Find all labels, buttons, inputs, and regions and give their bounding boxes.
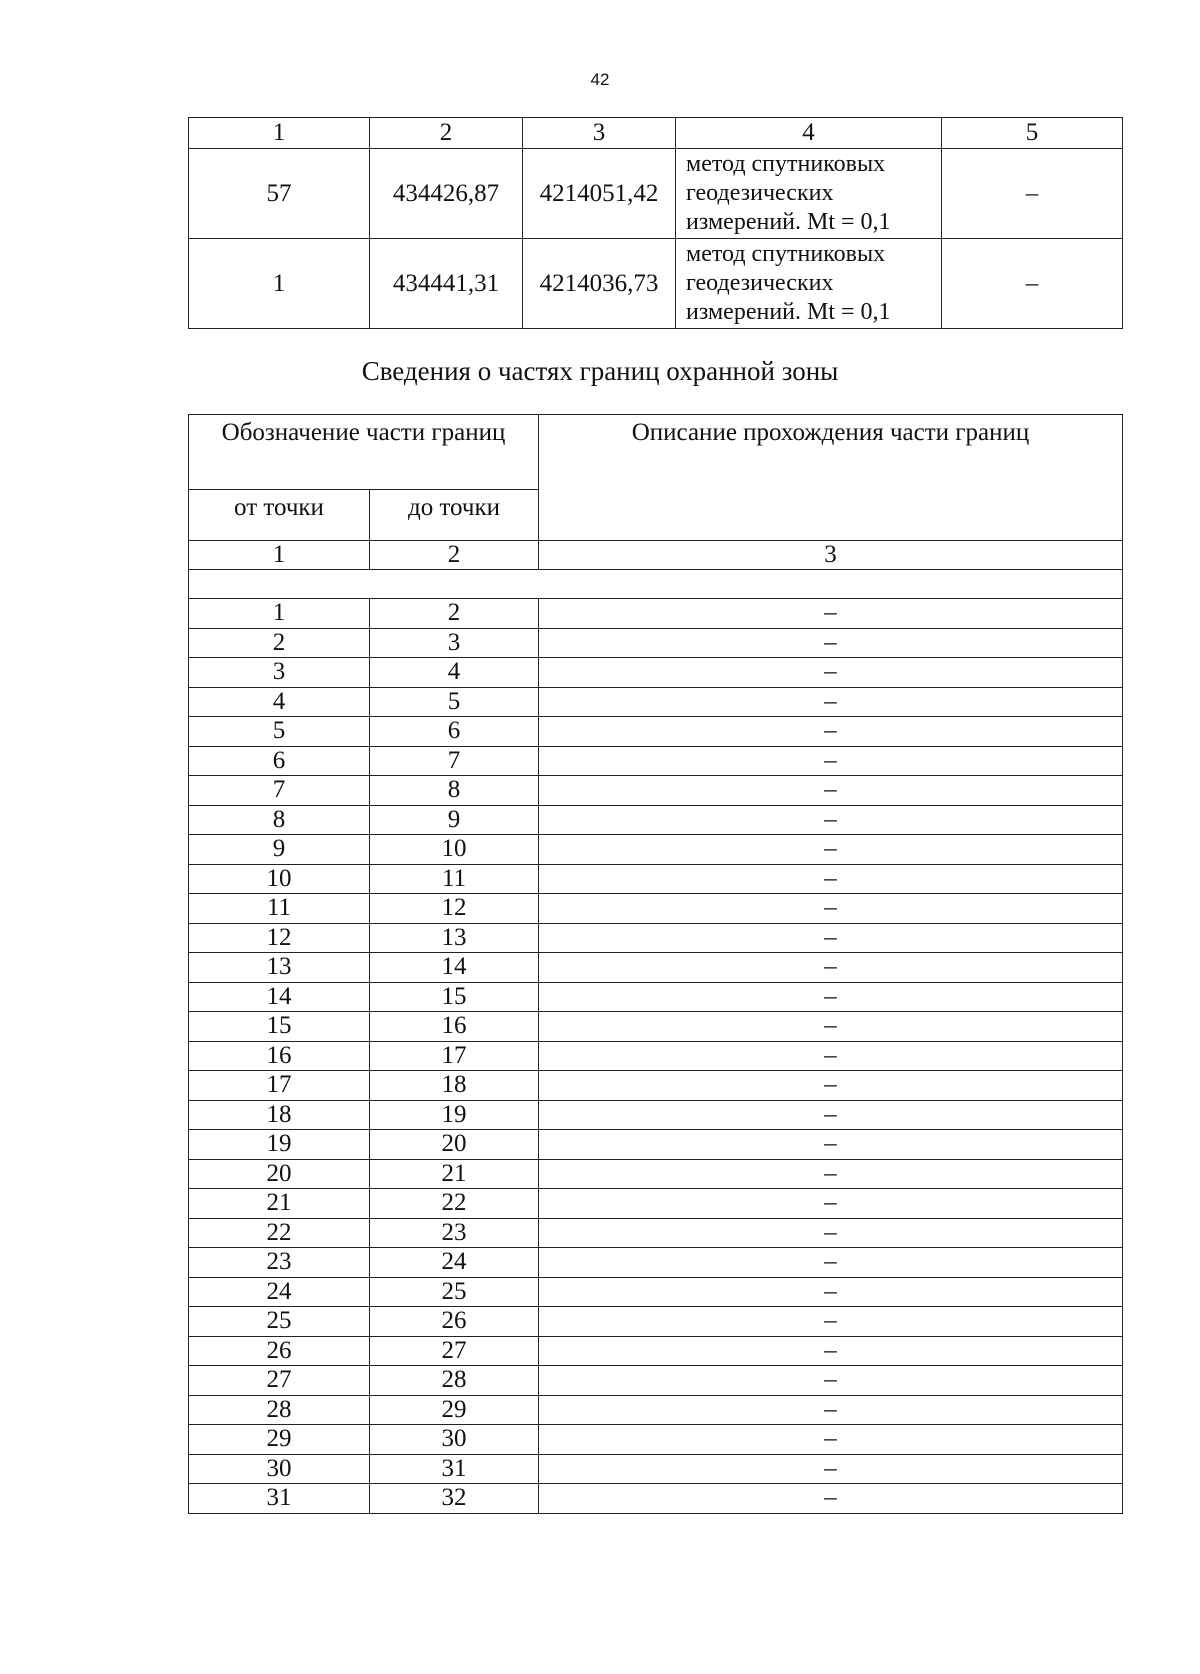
coordinates-header-cell: 5 xyxy=(942,118,1123,149)
description-cell: – xyxy=(539,746,1123,776)
to-point-cell: 23 xyxy=(370,1218,539,1248)
to-point-cell: 8 xyxy=(370,776,539,806)
table-row xyxy=(189,1248,1123,1278)
table-row xyxy=(189,1307,1123,1337)
description-cell: – xyxy=(539,805,1123,835)
description-cell: – xyxy=(539,1248,1123,1278)
to-point-cell: 15 xyxy=(370,982,539,1012)
column-number: 2 xyxy=(370,541,539,570)
table-row xyxy=(189,1395,1123,1425)
to-point-cell: 17 xyxy=(370,1041,539,1071)
to-point-cell: 27 xyxy=(370,1336,539,1366)
from-point-cell: 15 xyxy=(189,1012,370,1042)
table-row xyxy=(189,1012,1123,1042)
from-point-cell: 24 xyxy=(189,1277,370,1307)
description-cell: – xyxy=(539,599,1123,629)
table-row xyxy=(189,658,1123,688)
to-point-cell: 26 xyxy=(370,1307,539,1337)
from-point-cell: 20 xyxy=(189,1159,370,1189)
method-line: геодезических xyxy=(686,270,834,296)
note-cell: – xyxy=(942,149,1123,239)
description-cell: – xyxy=(539,717,1123,747)
header-from-point: от точки xyxy=(189,490,370,541)
from-point-cell: 17 xyxy=(189,1071,370,1101)
to-point-cell: 7 xyxy=(370,746,539,776)
from-point-cell: 21 xyxy=(189,1189,370,1219)
from-point-cell: 18 xyxy=(189,1100,370,1130)
to-point-cell: 18 xyxy=(370,1071,539,1101)
from-point-cell: 22 xyxy=(189,1218,370,1248)
table-row xyxy=(189,953,1123,983)
description-cell: – xyxy=(539,864,1123,894)
description-cell: – xyxy=(539,835,1123,865)
header-designation: Обозначение части границ xyxy=(189,415,539,490)
coordinates-table xyxy=(188,117,1123,329)
description-cell: – xyxy=(539,1336,1123,1366)
parts-header-row xyxy=(189,415,1123,490)
description-cell: – xyxy=(539,894,1123,924)
table-row xyxy=(189,687,1123,717)
to-point-cell: 4 xyxy=(370,658,539,688)
description-cell: – xyxy=(539,982,1123,1012)
method-line: измерений. Mt = 0,1 xyxy=(686,299,891,325)
coordinates-header-cell: 2 xyxy=(370,118,523,149)
table-row xyxy=(189,717,1123,747)
table-row xyxy=(189,864,1123,894)
description-cell: – xyxy=(539,1189,1123,1219)
to-point-cell: 5 xyxy=(370,687,539,717)
from-point-cell: 19 xyxy=(189,1130,370,1160)
to-point-cell: 25 xyxy=(370,1277,539,1307)
coordinate-x: 434441,31 xyxy=(370,239,523,329)
coordinate-y: 4214036,73 xyxy=(523,239,676,329)
to-point-cell: 30 xyxy=(370,1425,539,1455)
header-to-point: до точки xyxy=(370,490,539,541)
description-cell: – xyxy=(539,1307,1123,1337)
method-cell xyxy=(676,149,942,239)
description-cell: – xyxy=(539,923,1123,953)
table-row xyxy=(189,835,1123,865)
description-cell: – xyxy=(539,1071,1123,1101)
from-point-cell: 10 xyxy=(189,864,370,894)
method-line: геодезических xyxy=(686,180,834,206)
to-point-cell: 24 xyxy=(370,1248,539,1278)
method-line: измерений. Mt = 0,1 xyxy=(686,209,891,235)
description-cell: – xyxy=(539,1159,1123,1189)
to-point-cell: 16 xyxy=(370,1012,539,1042)
table-row xyxy=(189,776,1123,806)
to-point-cell: 20 xyxy=(370,1130,539,1160)
table-row xyxy=(189,239,1123,329)
to-point-cell: 28 xyxy=(370,1366,539,1396)
coordinates-header-cell: 4 xyxy=(676,118,942,149)
description-cell: – xyxy=(539,1366,1123,1396)
column-number: 3 xyxy=(539,541,1123,570)
to-point-cell: 9 xyxy=(370,805,539,835)
table-row xyxy=(189,982,1123,1012)
section-title: Сведения о частях границ охранной зоны xyxy=(361,356,839,386)
table-row xyxy=(189,1130,1123,1160)
description-cell: – xyxy=(539,1041,1123,1071)
point-number: 1 xyxy=(189,239,370,329)
table-row xyxy=(189,1454,1123,1484)
column-number: 1 xyxy=(189,541,370,570)
page-number: 42 xyxy=(590,70,610,89)
table-row xyxy=(189,923,1123,953)
from-point-cell: 4 xyxy=(189,687,370,717)
table-row xyxy=(189,1218,1123,1248)
from-point-cell: 26 xyxy=(189,1336,370,1366)
from-point-cell: 23 xyxy=(189,1248,370,1278)
from-point-cell: 25 xyxy=(189,1307,370,1337)
from-point-cell: 11 xyxy=(189,894,370,924)
description-cell: – xyxy=(539,1100,1123,1130)
description-cell: – xyxy=(539,687,1123,717)
boundary-parts-table xyxy=(188,414,1123,1514)
table-row xyxy=(189,628,1123,658)
from-point-cell: 7 xyxy=(189,776,370,806)
table-row xyxy=(189,1041,1123,1071)
description-cell: – xyxy=(539,1277,1123,1307)
parts-rows xyxy=(189,599,1123,1514)
blank-row xyxy=(189,570,1123,599)
note-cell: – xyxy=(942,239,1123,329)
description-cell: – xyxy=(539,1454,1123,1484)
to-point-cell: 31 xyxy=(370,1454,539,1484)
coordinates-header-cell: 3 xyxy=(523,118,676,149)
method-line: метод спутниковых xyxy=(686,241,886,267)
coordinate-x: 434426,87 xyxy=(370,149,523,239)
from-point-cell: 31 xyxy=(189,1484,370,1514)
to-point-cell: 12 xyxy=(370,894,539,924)
from-point-cell: 16 xyxy=(189,1041,370,1071)
description-cell: – xyxy=(539,953,1123,983)
to-point-cell: 32 xyxy=(370,1484,539,1514)
coordinates-header-row xyxy=(189,118,1123,149)
from-point-cell: 1 xyxy=(189,599,370,629)
description-cell: – xyxy=(539,1395,1123,1425)
from-point-cell: 30 xyxy=(189,1454,370,1484)
description-cell: – xyxy=(539,658,1123,688)
from-point-cell: 3 xyxy=(189,658,370,688)
description-cell: – xyxy=(539,776,1123,806)
to-point-cell: 3 xyxy=(370,628,539,658)
from-point-cell: 29 xyxy=(189,1425,370,1455)
blank-cell xyxy=(189,570,1123,599)
table-row xyxy=(189,1071,1123,1101)
method-cell xyxy=(676,239,942,329)
description-cell: – xyxy=(539,628,1123,658)
to-point-cell: 6 xyxy=(370,717,539,747)
table-row xyxy=(189,1159,1123,1189)
from-point-cell: 9 xyxy=(189,835,370,865)
method-line: метод спутниковых xyxy=(686,151,886,177)
from-point-cell: 13 xyxy=(189,953,370,983)
to-point-cell: 19 xyxy=(370,1100,539,1130)
table-row xyxy=(189,1189,1123,1219)
table-row xyxy=(189,1277,1123,1307)
table-row xyxy=(189,805,1123,835)
from-point-cell: 5 xyxy=(189,717,370,747)
table-row xyxy=(189,746,1123,776)
from-point-cell: 12 xyxy=(189,923,370,953)
description-cell: – xyxy=(539,1484,1123,1514)
to-point-cell: 2 xyxy=(370,599,539,629)
header-description: Описание прохождения части границ xyxy=(539,415,1123,541)
point-number: 57 xyxy=(189,149,370,239)
coordinates-header-cell: 1 xyxy=(189,118,370,149)
description-cell: – xyxy=(539,1218,1123,1248)
table-row xyxy=(189,1484,1123,1514)
description-cell: – xyxy=(539,1425,1123,1455)
to-point-cell: 22 xyxy=(370,1189,539,1219)
column-numbers-row xyxy=(189,541,1123,570)
from-point-cell: 27 xyxy=(189,1366,370,1396)
from-point-cell: 2 xyxy=(189,628,370,658)
from-point-cell: 28 xyxy=(189,1395,370,1425)
to-point-cell: 11 xyxy=(370,864,539,894)
table-row xyxy=(189,1336,1123,1366)
table-row xyxy=(189,599,1123,629)
to-point-cell: 14 xyxy=(370,953,539,983)
table-row xyxy=(189,1366,1123,1396)
from-point-cell: 6 xyxy=(189,746,370,776)
table-row xyxy=(189,149,1123,239)
from-point-cell: 14 xyxy=(189,982,370,1012)
to-point-cell: 21 xyxy=(370,1159,539,1189)
to-point-cell: 10 xyxy=(370,835,539,865)
description-cell: – xyxy=(539,1130,1123,1160)
description-cell: – xyxy=(539,1012,1123,1042)
table-row xyxy=(189,894,1123,924)
table-row xyxy=(189,1100,1123,1130)
to-point-cell: 29 xyxy=(370,1395,539,1425)
table-row xyxy=(189,1425,1123,1455)
to-point-cell: 13 xyxy=(370,923,539,953)
from-point-cell: 8 xyxy=(189,805,370,835)
coordinate-y: 4214051,42 xyxy=(523,149,676,239)
